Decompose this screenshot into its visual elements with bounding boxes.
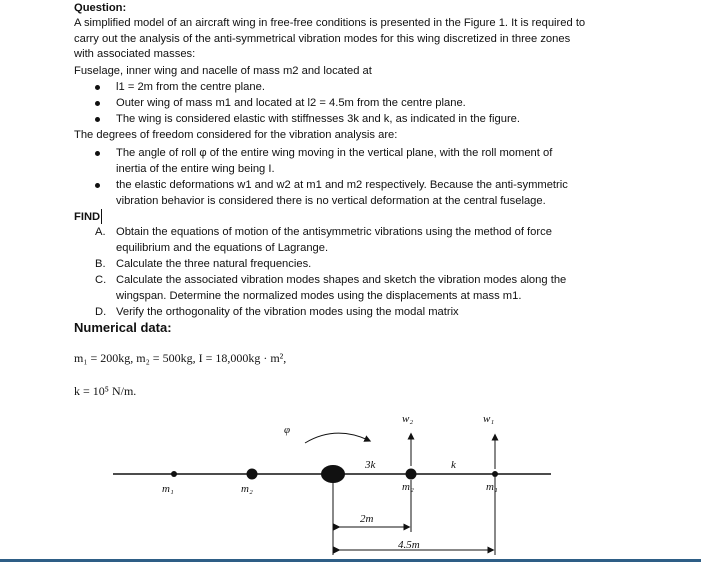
- task-b-letter: B.: [95, 258, 106, 270]
- task-b-line-1: Calculate the three natural frequencies.: [116, 258, 312, 270]
- task-a-line-2: equilibrium and the equations of Lagrange.: [116, 242, 329, 254]
- task-a-line-1: Obtain the equations of motion of the antisymmetric vibrations using the method of force: [116, 226, 552, 238]
- m2-right-label: m₂: [402, 481, 414, 493]
- task-d-letter: D.: [95, 306, 107, 318]
- w2-label: w₂: [402, 413, 414, 425]
- list2-item-1-line-2: inertia of the entire wing being I.: [116, 163, 275, 175]
- dim-45m-label: 4.5m: [398, 539, 420, 551]
- intro-line-2: carry out the analysis of the anti-symmetrical vibration modes for this wing discretized in three zones: [74, 33, 571, 45]
- mass-m2-left: [247, 469, 258, 480]
- m1-left-label: m₁: [162, 483, 174, 495]
- find-label: FIND: [74, 211, 101, 223]
- list1-item-2: Outer wing of mass m1 and located at l2 = 4.5m from the centre plane.: [116, 97, 466, 109]
- question-heading: Question:: [74, 2, 127, 14]
- list1-item-3: The wing is considered elastic with stiffnesses 3k and k, as indicated in the figure.: [116, 113, 521, 125]
- task-c-line-1: Calculate the associated vibration modes shapes and sketch the vibration modes along the: [116, 274, 567, 286]
- bottom-border: [0, 559, 701, 562]
- fuselage-mass: [321, 465, 345, 483]
- m2-left-label: m₂: [241, 483, 253, 495]
- task-c-letter: C.: [95, 274, 107, 286]
- stiffness-3k-label: 3k: [365, 459, 376, 471]
- phi-label: φ: [284, 424, 291, 436]
- task-c-line-2: wingspan. Determine the normalized modes using the displacements at mass m1.: [116, 290, 522, 302]
- numerical-heading: Numerical data:: [74, 320, 172, 335]
- dim-2m-label: 2m: [360, 513, 374, 525]
- fuselage-line: Fuselage, inner wing and nacelle of mass m2 and located at: [74, 65, 372, 77]
- m1-right-label: m₁: [486, 481, 498, 493]
- task-d-line-1: Verify the orthogonality of the vibration modes using the modal matrix: [116, 306, 459, 318]
- w1-label: w₁: [483, 413, 495, 425]
- list2-item-2-line-2: vibration behavior is considered there is no vertical deformation at the central fuselage.: [116, 195, 546, 207]
- list2-item-2-line-1: the elastic deformations w1 and w2 at m1 and m2 respectively. Because the anti-symmetric: [116, 179, 568, 191]
- task-a-letter: A.: [95, 226, 106, 238]
- dof-line: The degrees of freedom considered for the vibration analysis are:: [74, 129, 398, 141]
- roll-arrow: [305, 433, 368, 443]
- intro-line-3: with associated masses:: [74, 48, 196, 60]
- intro-line-1: A simplified model of an aircraft wing in free-free conditions is presented in the Figure 1. It is required to: [74, 17, 586, 29]
- list1-item-1: l1 = 2m from the centre plane.: [116, 81, 265, 93]
- list2-item-1-line-1: The angle of roll φ of the entire wing moving in the vertical plane, with the roll moment of: [116, 147, 553, 159]
- mass-m1-left: [171, 471, 177, 477]
- numerical-line-2: k = 10⁵ N/m.: [74, 384, 137, 398]
- mass-m2-right: [406, 469, 417, 480]
- stiffness-k-label: k: [451, 459, 456, 471]
- mass-m1-right: [492, 471, 498, 477]
- numerical-line-1: m₁ = 200kg, m₂ = 500kg, I = 18,000kg · m²,: [74, 351, 287, 365]
